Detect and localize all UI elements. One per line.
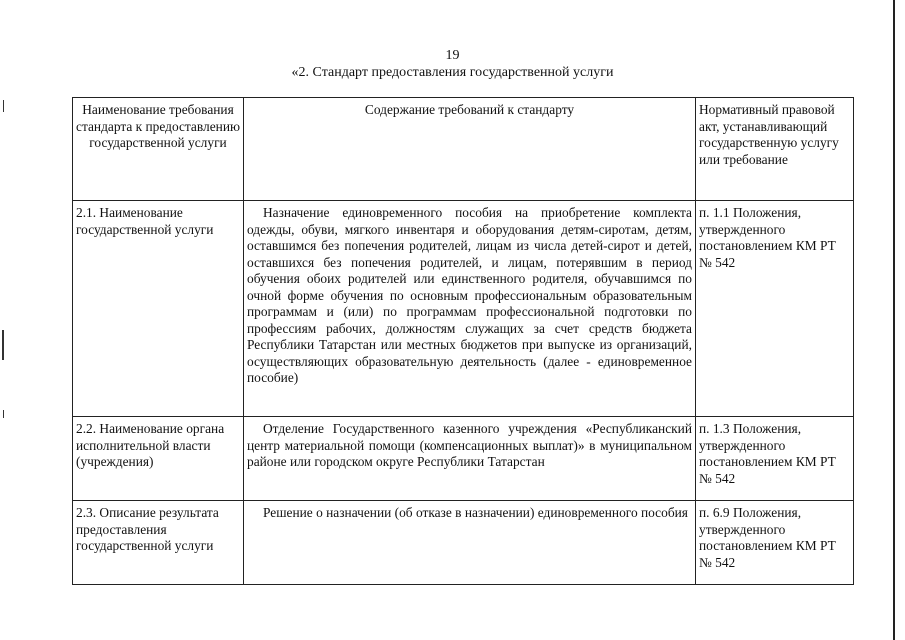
scan-edge-mark-left bbox=[3, 410, 4, 418]
standard-table bbox=[72, 97, 854, 585]
table-row bbox=[73, 201, 854, 417]
scan-edge-mark-left bbox=[3, 100, 4, 112]
row-normative-act: п. 1.3 Положения, утвержденного постановлением КМ РТ № 542 bbox=[696, 417, 854, 501]
page-number: 19 bbox=[445, 48, 460, 63]
table-header-row bbox=[73, 98, 854, 201]
row-requirement-content: Решение о назначении (об отказе в назначении) единовременного пособия bbox=[244, 501, 696, 585]
header-requirement-name: Наименование требования стандарта к предоставлению государственной услуги bbox=[73, 98, 244, 201]
row-requirement-name: 2.3. Описание результата предоставления государственной услуги bbox=[73, 501, 244, 585]
table-row bbox=[73, 417, 854, 501]
section-title: «2. Стандарт предоставления государственной услуги bbox=[291, 65, 614, 80]
row-requirement-content: Назначение единовременного пособия на приобретение комплекта одежды, обуви, мягкого инвентаря и оборудования детям-сиротам, детям, оставшимся без попечения родителей, лицам из числа детей-сирот и детей, оставшихся без попечения родителей, и лицам, потерявшим в период обучения обоих родителей или единственного родителя, обучавшимся по очной форме обучения по основным профессиональным образовательным программам и (или) по программам профессиональной подготовки по профессиям рабочих, должностям служащих за счет средств бюджета Республики Татарстан или местных бюджетов при выпуске из организаций, осуществляющих образовательную деятельность (далее - единовременное пособие) bbox=[244, 201, 696, 417]
scan-edge-line-right bbox=[893, 0, 895, 640]
header-normative-act: Нормативный правовой акт, устанавливающий государственную услугу или требование bbox=[696, 98, 854, 201]
row-requirement-content: Отделение Государственного казенного учреждения «Республиканский центр материальной помощи (компенсационных выплат)» в муниципальном районе или городском округе Республики Татарстан bbox=[244, 417, 696, 501]
scan-edge-mark-left bbox=[2, 330, 4, 360]
row-normative-act: п. 6.9 Положения, утвержденного постановлением КМ РТ № 542 bbox=[696, 501, 854, 585]
row-requirement-name: 2.1. Наименование государственной услуги bbox=[73, 201, 244, 417]
row-requirement-name: 2.2. Наименование органа исполнительной власти (учреждения) bbox=[73, 417, 244, 501]
header-requirement-content: Содержание требований к стандарту bbox=[244, 98, 696, 201]
table-row bbox=[73, 501, 854, 585]
row-normative-act: п. 1.1 Положения, утвержденного постановлением КМ РТ № 542 bbox=[696, 201, 854, 417]
